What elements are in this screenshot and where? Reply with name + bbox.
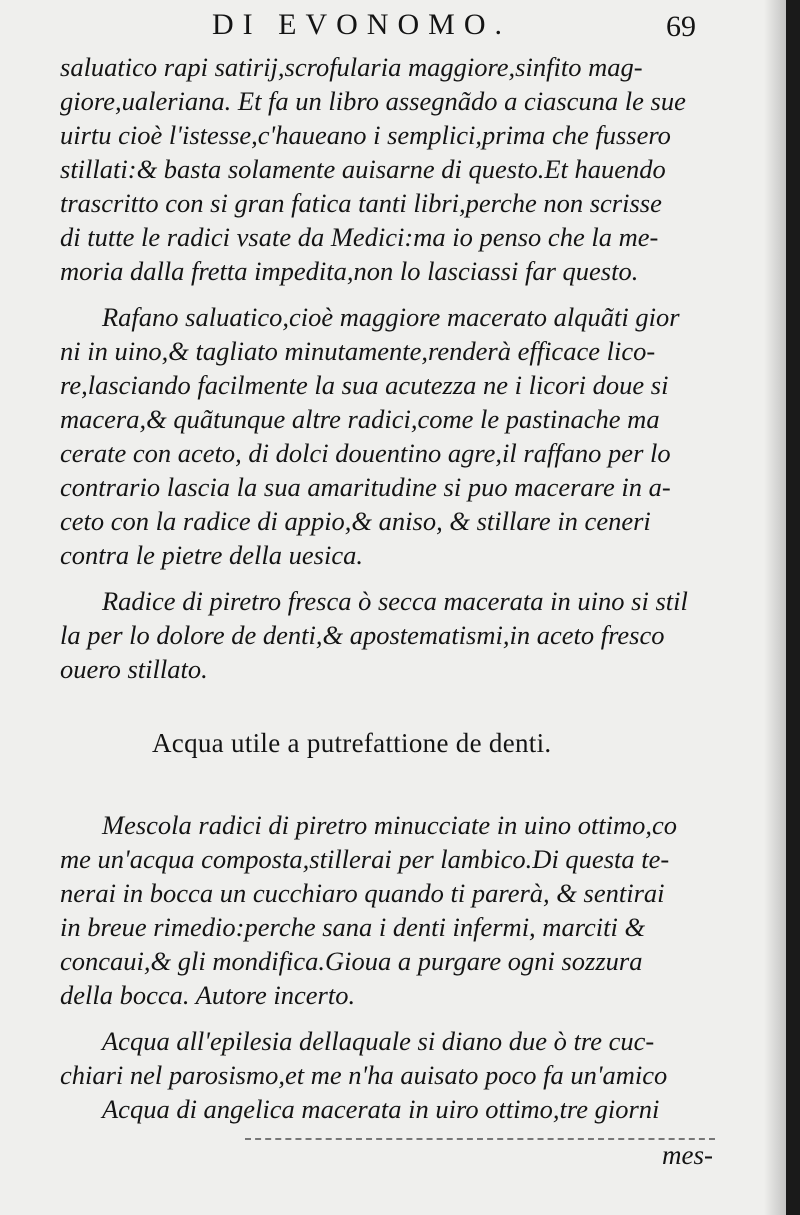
text-line: trascritto con si gran fatica tanti libri,perche non scrisse xyxy=(60,188,662,218)
page-header xyxy=(0,0,786,48)
text-line: ouero stillato. xyxy=(60,654,208,684)
section-heading: Acqua utile a putrefattione de denti. xyxy=(152,728,552,758)
text-line: cerate con aceto, di dolci douentino agre,il raffano per lo xyxy=(60,438,671,468)
text-line: Acqua all'epilesia dellaquale si diano due ò tre cuc- xyxy=(102,1026,655,1056)
text-line: contra le pietre della uesica. xyxy=(60,540,363,570)
running-head: DI EVONOMO. xyxy=(212,8,511,41)
text-line: Rafano saluatico,cioè maggiore macerato alquãti gior xyxy=(102,302,680,332)
text-line: della bocca. Autore incerto. xyxy=(60,980,356,1010)
text-line: stillati:& basta solamente auisarne di questo.Et hauendo xyxy=(60,154,666,184)
text-line: Mescola radici di piretro minucciate in uino ottimo,co xyxy=(102,810,678,840)
text-line: re,lasciando facilmente la sua acutezza ne i licori doue si xyxy=(60,370,669,400)
text-line: ni in uino,& tagliato minutamente,renderà efficace lico- xyxy=(60,336,656,366)
text-line: moria dalla fretta impedita,non lo lasciassi far questo. xyxy=(60,256,639,286)
text-line: giore,ualeriana. Et fa un libro assegnãdo a ciascuna le sue xyxy=(60,86,686,116)
text-line: nerai in bocca un cucchiaro quando ti parerà, & sentirai xyxy=(60,878,665,908)
text-line: Acqua di angelica macerata in uiro ottimo,tre giorni xyxy=(102,1094,660,1124)
text-line: ceto con la radice di appio,& aniso, & stillare in ceneri xyxy=(60,506,651,536)
text-line: contrario lascia la sua amaritudine si puo macerare in a- xyxy=(60,472,671,502)
text-line: concaui,& gli mondifica.Gioua a purgare ogni sozzura xyxy=(60,946,643,976)
text-line: uirtu cioè l'istesse,c'haueano i semplici,prima che fussero xyxy=(60,120,671,150)
text-line: Radice di piretro fresca ò secca macerata in uino si stil xyxy=(102,586,688,616)
text-line: la per lo dolore de denti,& apostematismi,in aceto fresco xyxy=(60,620,665,650)
text-line: saluatico rapi satirij,scrofularia maggiore,sinfito mag- xyxy=(60,52,643,82)
text-line: di tutte le radici vsate da Medici:ma io penso che la me- xyxy=(60,222,659,252)
text-line: me un'acqua composta,stillerai per lambico.Di questa te- xyxy=(60,844,670,874)
text-line: chiari nel parosismo,et me n'ha auisato poco fa un'amico xyxy=(60,1060,668,1090)
page-number: 69 xyxy=(666,10,696,43)
bottom-rule xyxy=(245,1138,715,1140)
text-line: macera,& quãtunque altre radici,come le pastinache ma xyxy=(60,404,660,434)
catchword: mes- xyxy=(662,1140,713,1170)
text-line: in breue rimedio:perche sana i denti infermi, marciti & xyxy=(60,912,646,942)
